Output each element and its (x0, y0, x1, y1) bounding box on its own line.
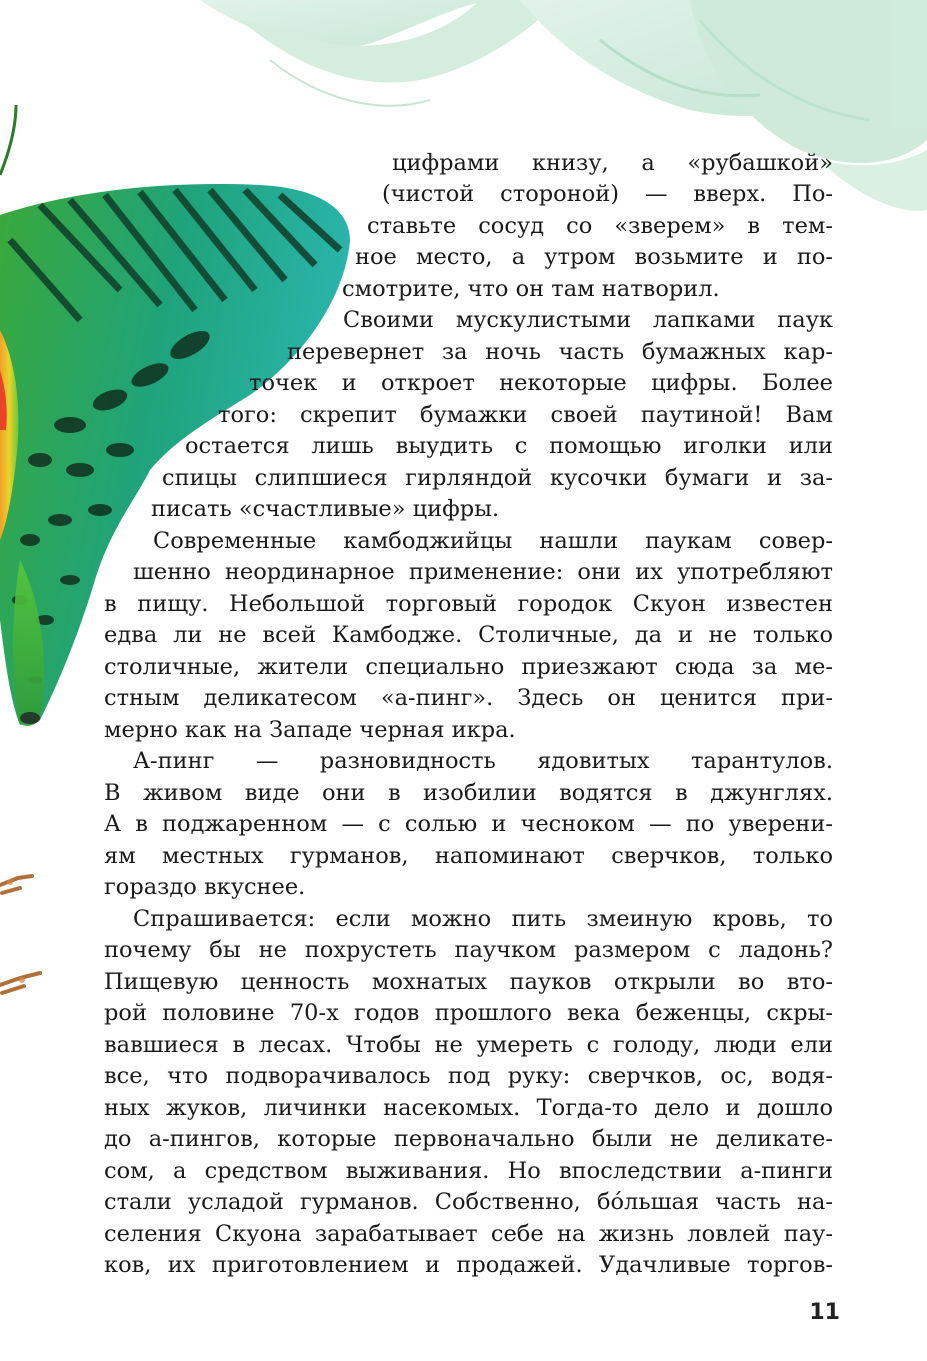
text-line: спицы слипшиеся гирляндой кусочки бумаги и за- (162, 465, 833, 491)
text-line: В живом виде они в изобилии водятся в джунглях. (104, 780, 833, 806)
text-line: смотрите, что он там натворил. (342, 276, 720, 302)
text-line: Своими мускулистыми лапками паук (343, 307, 833, 333)
text-line: гораздо вкуснее. (104, 874, 306, 900)
text-line: точек и откроет некоторые цифры. Более (249, 370, 833, 396)
text-line: в пищу. Небольшой торговый городок Скуон известен (104, 591, 833, 617)
text-line: все, что подворачивалось под руку: сверчков, ос, водя- (104, 1063, 833, 1089)
insect-legs (0, 876, 40, 993)
text-line: ное место, а утром возьмите и по- (355, 244, 833, 270)
text-line: писать «счастливые» цифры. (151, 496, 500, 522)
text-line: Пищевую ценность мохнатых пауков открыли во вто- (104, 969, 833, 995)
text-line: столичные, жители специально приезжают сюда за ме- (104, 654, 833, 680)
text-line: ям местных гурманов, напоминают сверчков, только (104, 843, 833, 869)
text-line: перевернет за ночь часть бумажных кар- (287, 339, 833, 365)
text-line: до а-пингов, которые первоначально были не деликате- (104, 1126, 833, 1152)
text-line: остается лишь выудить с помощью иголки или (185, 433, 833, 459)
text-line: стали усладой гурманов. Собственно, бóльшая часть на- (104, 1189, 833, 1215)
text-line: сом, а средством выживания. Но впоследствии а-пинги (104, 1158, 833, 1184)
text-line: вавшиеся в лесах. Чтобы не умереть с голоду, люди ели (104, 1032, 833, 1058)
text-line: Современные камбоджийцы нашли паукам совер- (153, 528, 833, 554)
text-line: цифрами книзу, а «рубашкой» (392, 150, 833, 176)
page-number: 11 (809, 1300, 840, 1325)
text-line: мерно как на Западе черная икра. (104, 717, 516, 743)
text-line: рой половине 70-х годов прошлого века беженцы, скры- (104, 1000, 833, 1026)
text-line: едва ли не всей Камбодже. Столичные, да и не только (104, 622, 833, 648)
text-line: А-пинг — разновидность ядовитых тарантулов. (133, 748, 833, 774)
text-line: того: скрепит бумажки своей паутиной! Вам (218, 402, 833, 428)
text-line: Спрашивается: если можно пить змеиную кровь, то (133, 906, 833, 932)
text-line: ков, их приготовлением и продажей. Удачливые торгов- (104, 1252, 833, 1278)
text-line: стным деликатесом «а-пинг». Здесь он ценится при- (104, 685, 833, 711)
text-line: А в поджаренном — с солью и чесноком — по уверени- (104, 811, 833, 837)
text-line: ставьте сосуд со «зверем» в тем- (367, 213, 833, 239)
text-line: (чистой стороной) — вверх. По- (382, 181, 833, 207)
text-line: ных жуков, личинки насекомых. Тогда-то дело и дошло (104, 1095, 833, 1121)
text-line: селения Скуона зарабатывает себе на жизнь ловлей пау- (104, 1221, 833, 1247)
text-line: почему бы не похрустеть паучком размером с ладонь? (104, 937, 833, 963)
text-line: шенно неординарное применение: они их употребляют (133, 559, 833, 585)
